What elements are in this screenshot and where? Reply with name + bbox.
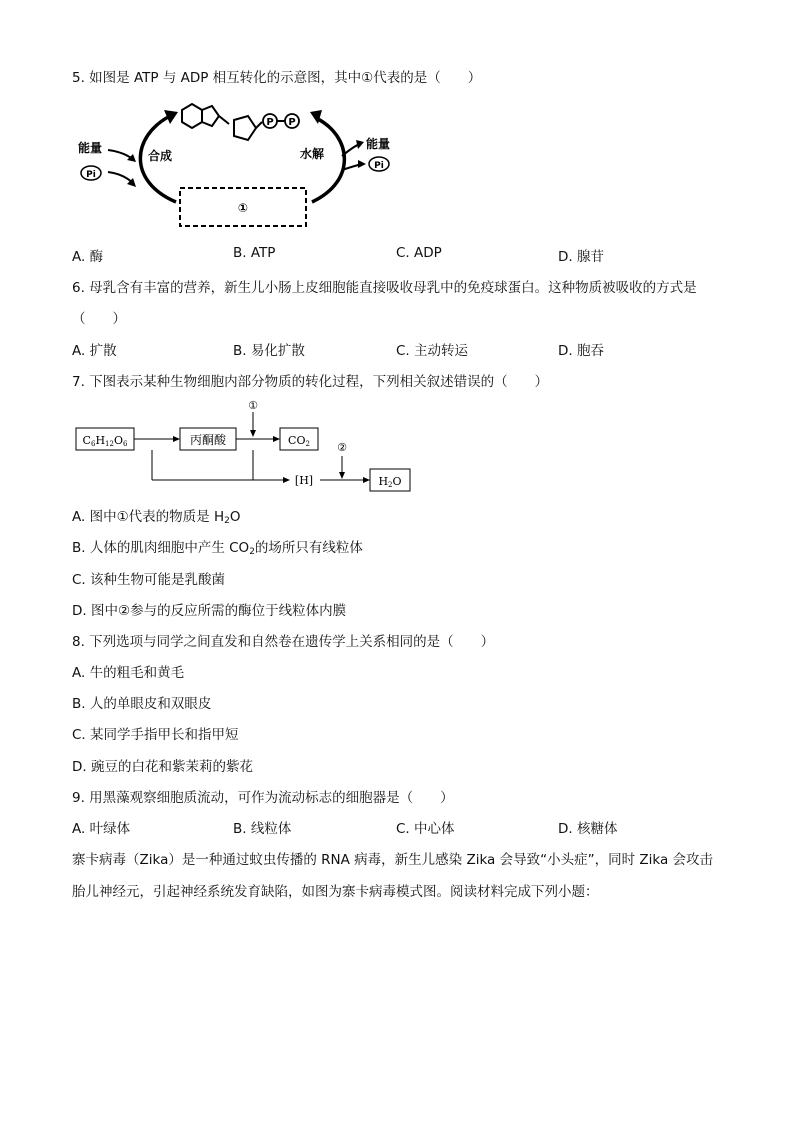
- pyruvate-label: 丙酮酸: [189, 433, 227, 447]
- answer-box-label: ①: [237, 201, 249, 215]
- q6-option-a[interactable]: A. 扩散: [72, 343, 117, 359]
- q9-option-a[interactable]: A. 叶绿体: [72, 821, 131, 837]
- pi-right-label: Pi: [374, 161, 384, 171]
- phosphate-2-label: P: [288, 117, 296, 128]
- hydrolysis-label: 水解: [300, 147, 325, 161]
- q6-option-c[interactable]: C. 主动转运: [396, 343, 469, 359]
- synthesis-label: 合成: [148, 149, 173, 163]
- q7-option-b[interactable]: B. 人体的肌肉细胞中产生 $CO_2$的场所只有线粒体: [72, 540, 363, 557]
- q7-option-d[interactable]: D. 图中②参与的反应所需的酶位于线粒体内膜: [72, 603, 347, 619]
- atp-adp-diagram: [72, 96, 412, 236]
- q5-option-b[interactable]: B. ATP: [233, 245, 276, 261]
- q8-stem: 8. 下列选项与同学之间直发和自然卷在遗传学上关系相同的是（ ）: [72, 634, 495, 650]
- h-label: [H]: [294, 474, 314, 487]
- phosphate-1-label: P: [266, 117, 274, 128]
- mark-1: ①: [248, 399, 258, 412]
- q5-option-c[interactable]: C. ADP: [396, 245, 442, 261]
- pi-left-label: Pi: [86, 170, 96, 180]
- mark-2: ②: [337, 441, 347, 454]
- material-line-1: 寨卡病毒（Zika）是一种通过蚊虫传播的 RNA 病毒，新生儿感染 Zika 会导致“小头症”，同时 Zika 会攻击: [72, 852, 714, 868]
- q8-option-d[interactable]: D. 豌豆的白花和紫茉莉的紫花: [72, 759, 253, 775]
- q7-stem: 7. 下图表示某种生物细胞内部分物质的转化过程，下列相关叙述错误的（ ）: [72, 374, 549, 390]
- q7-option-c[interactable]: C. 该种生物可能是乳酸菌: [72, 572, 226, 588]
- material-line-2: 胎儿神经元，引起神经系统发育缺陷，如图为寨卡病毒模式图。阅读材料完成下列小题：: [72, 884, 599, 900]
- q9-option-b[interactable]: B. 线粒体: [233, 821, 292, 837]
- q5-option-d[interactable]: D. 腺苷: [558, 249, 604, 265]
- glucose-label: C6H12O6: [82, 434, 128, 448]
- q9-stem: 9. 用黑藻观察细胞质流动，可作为流动标志的细胞器是（ ）: [72, 790, 454, 806]
- adenine-rings: [182, 104, 219, 128]
- q8-option-c[interactable]: C. 某同学手指甲长和指甲短: [72, 727, 239, 743]
- energy-right-label: 能量: [366, 137, 391, 151]
- q8-option-b[interactable]: B. 人的单眼皮和双眼皮: [72, 696, 212, 712]
- h2o-label: H2O: [378, 475, 402, 489]
- energy-left-label: 能量: [78, 141, 103, 155]
- co2-label: CO2: [288, 434, 310, 448]
- q5-option-a[interactable]: A. 酶: [72, 249, 104, 265]
- metabolism-diagram: [72, 396, 422, 496]
- q5-stem: 5. 如图是 ATP 与 ADP 相互转化的示意图，其中①代表的是（ ）: [72, 70, 482, 86]
- q6-stem-cont: （ ）: [72, 311, 126, 327]
- q8-option-a[interactable]: A. 牛的粗毛和黄毛: [72, 665, 185, 681]
- q9-option-c[interactable]: C. 中心体: [396, 821, 455, 837]
- q9-option-d[interactable]: D. 核糖体: [558, 821, 618, 837]
- q7-option-a[interactable]: A. 图中①代表的物质是 $H_2O$: [72, 509, 241, 526]
- q6-stem: 6. 母乳含有丰富的营养，新生儿小肠上皮细胞能直接吸收母乳中的免疫球蛋白。这种物质被吸收的方式是: [72, 280, 697, 296]
- ribose-pentagon: [234, 116, 256, 140]
- q6-option-d[interactable]: D. 胞吞: [558, 343, 604, 359]
- q6-option-b[interactable]: B. 易化扩散: [233, 343, 305, 359]
